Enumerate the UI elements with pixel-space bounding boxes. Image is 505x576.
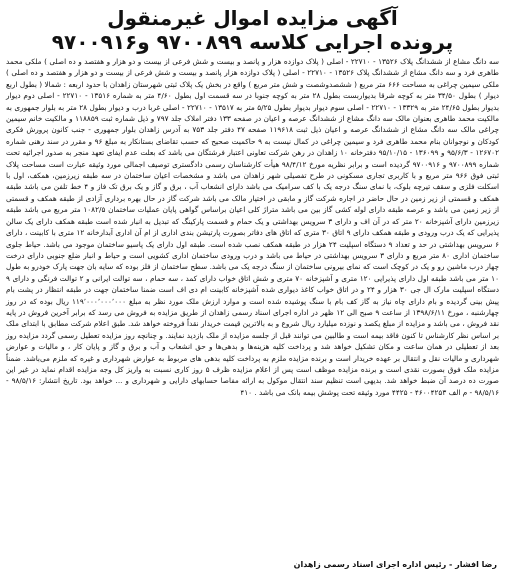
notice-title: آگهی مزایده اموال غیرمنقول (107, 6, 398, 30)
notice-body: سه دانگ مشاع از ششدانگ پلاک ۱۳۵۲۶ - ۲۲۷۱۰ - اصلی ( پلاک دوازده هزار و پانصد و بیست و شش فرعی از بیست و دو هزار و هفتصد و ده اصلی ) ملکی محمد طاهری فرد و سه دانگ مشاع از ششدانگ پلاک ۱۳۵۲۶ - ۲۲۷۱۰ - اصلی ( پلاک دوازده هزار پانصد و بیست و شش فرعی از بیست و دو هزار و هفتصد و ده اصلی ) ملکی سیمین چراغی به مساحت ۶۶۶ متر مربع ( ششصدوشصت و شش متر مربع ) واقع در بخش یک پلاک ثبتی شهرستان زاهدان با حدود اربعه : شمالا ( بطول اربع دیوار ) بطول ۳۴/۵۰ متر به کوچه شرقا بدیواربست بطول ۲۸ متر به کوچه جنوبا در سه قسمت اول بطول ۴/۶۰ متر به شماره ۱۳۵۱۶ - ۲۲۷۱۰ - اصلی دوم دیوار بدیوار بطول ۲۴/۶۵ متر به ۱۳۳۲۹ - ۲۲۷۱۰ - اصلی سوم دیوار بدیوار بطول ۵/۲۵ متر به ۱۳۵۱۷ - ۲۲۷۱۰ - اصلی غربا درب و دیوار بطول ۲۸ متر به بلوار جمهوری به مالکیت محمد طاهری بعنوان مالک سه دانگ مشاع از ششدانگ عرصه و اعیان در صفحه ۱۳۳ دفتر املاک جلد ۷۹۷ و ذیل شماره ثبت ۱۱۸۸۵۹ و مالکیت خانم سیمین چراغی مالک سه دانگ مشاع از ششدانگ عرصه و اعیان ذیل ثبت ۱۱۹۶۱۸ صفحه ۴۷ دفتر جلد ۷۵۳ به آدرس زاهدان بلوار جمهوری - جنب کانون پرورش فکری کودکان و نوجوانان بنام محمد طاهری فرد و سیمین چراغی در کمال نیست به ۹ حاکمیت صحیح که حسب تقاضای بستانکار به مبلغ ۹۶ و مقرر در سند رهنی شماره ۱۲۶۷۰۲ - ۹۵/۶/۳ و ۱۳۶۰۹۹ - ۹۵/۱۰/۱۵ دفترخانه ۱۰ زاهدان در رهن شرکت تعاونی اعتبار فرشتگان می باشد که بعلت عدم ایفای تعهد منجر به صدور اجرائیه تحت شماره ۹۷۰۰۸۹۹ و ۹۷۰۰۹۱۶ گردیده است و برابر نظریه مورخ ۹۸/۴/۱۲ هیأت کارشناسان رسمی دادگستری توصیف اجمالی مورد وثیقه عبارت است مساحت پلاک ثبتی فوق ۹۶۶ متر مربع و با کاربری تجاری مسکونی در طرح تفصیلی شهر زاهدان می باشد و مشخصات اعیان ساختمان در سه طبقه زیرزمین، همکف، اول با اسکلت فلزی و سقف تیرچه بلوک، با نمای سنگ درجه یک با کف سرامیک می باشد دارای انشعاب آب ، برق و گاز و یک برق تک فاز و ۴ خط تلفن می باشد طبقه همکف و قسمتی از زیر زمین در حال حاضر در اجاره شرکت گاز و مابقی در اختیار مالک می باشد شرکت گاز در حال بهره برداری آزادی از طبقه همکف و قسمتی از زیر زمین می باشد و عرصه طبقه دارای لوله کشی گاز بین می باشد متراژ کلی اعیان براساس گواهی پایان عملیات ساختمان ۱۰۸۲/۵ متر مربع می باشد طبقه زیرزمین دارای آشپزخانه ۲۰ متر که در آن اف و دارای ۳ سرویس بهداشتی و یک حمام و قسمت پارکینگ که تبدیل به انبار شده است طبقه همکف دارای یک سالن پذیرایی که یک درب ورودی و طبقه همکف دارای ۹ اتاق ۳۰ متری که اتاق های دفاتر بصورت پارتیشن بندی اداری از ام آن اداری آبدارخانه ۱۲ متری با کابینت ، دارای ۶ سرویس بهداشتی در حد و تعداد ۹ دستگاه اسپلیت ۲۴ هزار در طبقه همکف نصب شده است. طبقه اول دارای یک پاسیو ساختمان موجود می باشد. حیاط جلوی ساختمان اداری ۸۰ متر مربع و دارای ۳ سرویس بهداشتی در حیاط می باشد و درب ورودی ساختمان اداری کشویی است و حیاط و انبار ضلع جنوبی دارای درخت چهار درب ماشین رو و یک در کوچک است که نمای بیرونی ساختمان از سنگ درجه یک می باشد. سطح ساختمان از فلز بوده که سایه بان جهت پارک خودرو به طول ۱۰ متر می باشد طبقه اول دارای پذیرایی ۱۲۰ متری و آشپزخانه ۷۰ متری و شش اتاق خواب دارای کمد ، سه حمام ، سه توالت ایرانی و ۲ توالت فرنگی و دارای ۹ دستگاه اسپلیت مارک ال جی ۳۰ هزار و ۲۴ و در اتاق خواب کاغذ دیواری شده آشپزخانه کابینت ام دی اف است ضمنا ساختمان جهت در طبقه انتظار در پشت بام پیش بینی گردیده و بام دارای چاه نیاز به گاز کف بام با سنگ پوشیده شده است و موارد ارزش ملک مورد نظر به مبلغ ۱۱۹٬۰۰۰٬۰۰۰٬۰۰۰ ریال بوده که در روز چهارشنبه ، مورخ ۱۳۹۸/۶/۱۱ از ساعت ۹ صبح الی ۱۲ ظهر در اداره اجرای اسناد رسمی زاهدان از طریق مزایده به فروش می رسد که برابر آخرین فروش در پایه نقد فروش ، می باشد و مزایده از مبلغ یکصد و نوزده میلیارد ریال شروع و به بالاترین قیمت خریدار نقداً فروخته خواهد شد. طبق اعلام شرکت مطابق با ابتدای ملک بر اساس نظر کارشناس تا کنون فاقد بیمه است و طالبین می توانند قبل از جلسه مزایده از ملک بازدید نمایند. و چنانچه روز مزایده تعطیل رسمی گردد مزایده روز بعد از تعطیلی در همان ساعت و مکان تشکیل خواهد شد و پرداخت کلیه هزینه‌ها و بدهی‌ها و حق انشعاب و آب و برق و گاز و پایان کار ، و مالیات و عوارض شهرداری و مالیات نقل و انتقال بر عهده خریدار است و برنده مزایده ملزم به پرداخت کلیه بدهی های مربوط به عوارض شهرداری و غیره که ملزم می‌باشد. ضمناً مزایده ملک فوق بصورت نقدی است و برنده مزایده موظف است پس از اعلام مزایده ظرف ۵ روز کاری نسبت به واریز کل وجه مزایده اقدام نماید در غیر این صورت ده درصد آن ضبط خواهد شد. بدیهی است تنظیم سند انتقال موکول به ارائه مفاصا حسابهای دارایی و شهرداری و ... خواهد بود. تاریخ انتشار: ۹۸/۵/۱۶ - ۹۸/۵/۱۶ - م الف ۴۶۰۰۴۲۵۳ - ۴۴۲۵ مورد وثیقه تحت پوشش بیمه بانک می باشد . ۴۱۰ (6, 57, 500, 397)
signature: رضا افشار - رئیس اداره اجرای اسناد رسمی زاهدان (293, 560, 497, 569)
case-number-title: پرونده اجرایی کلاسه ۹۷۰۰۸۹۹ و۹۷۰۰۹۱۶ (51, 30, 454, 54)
